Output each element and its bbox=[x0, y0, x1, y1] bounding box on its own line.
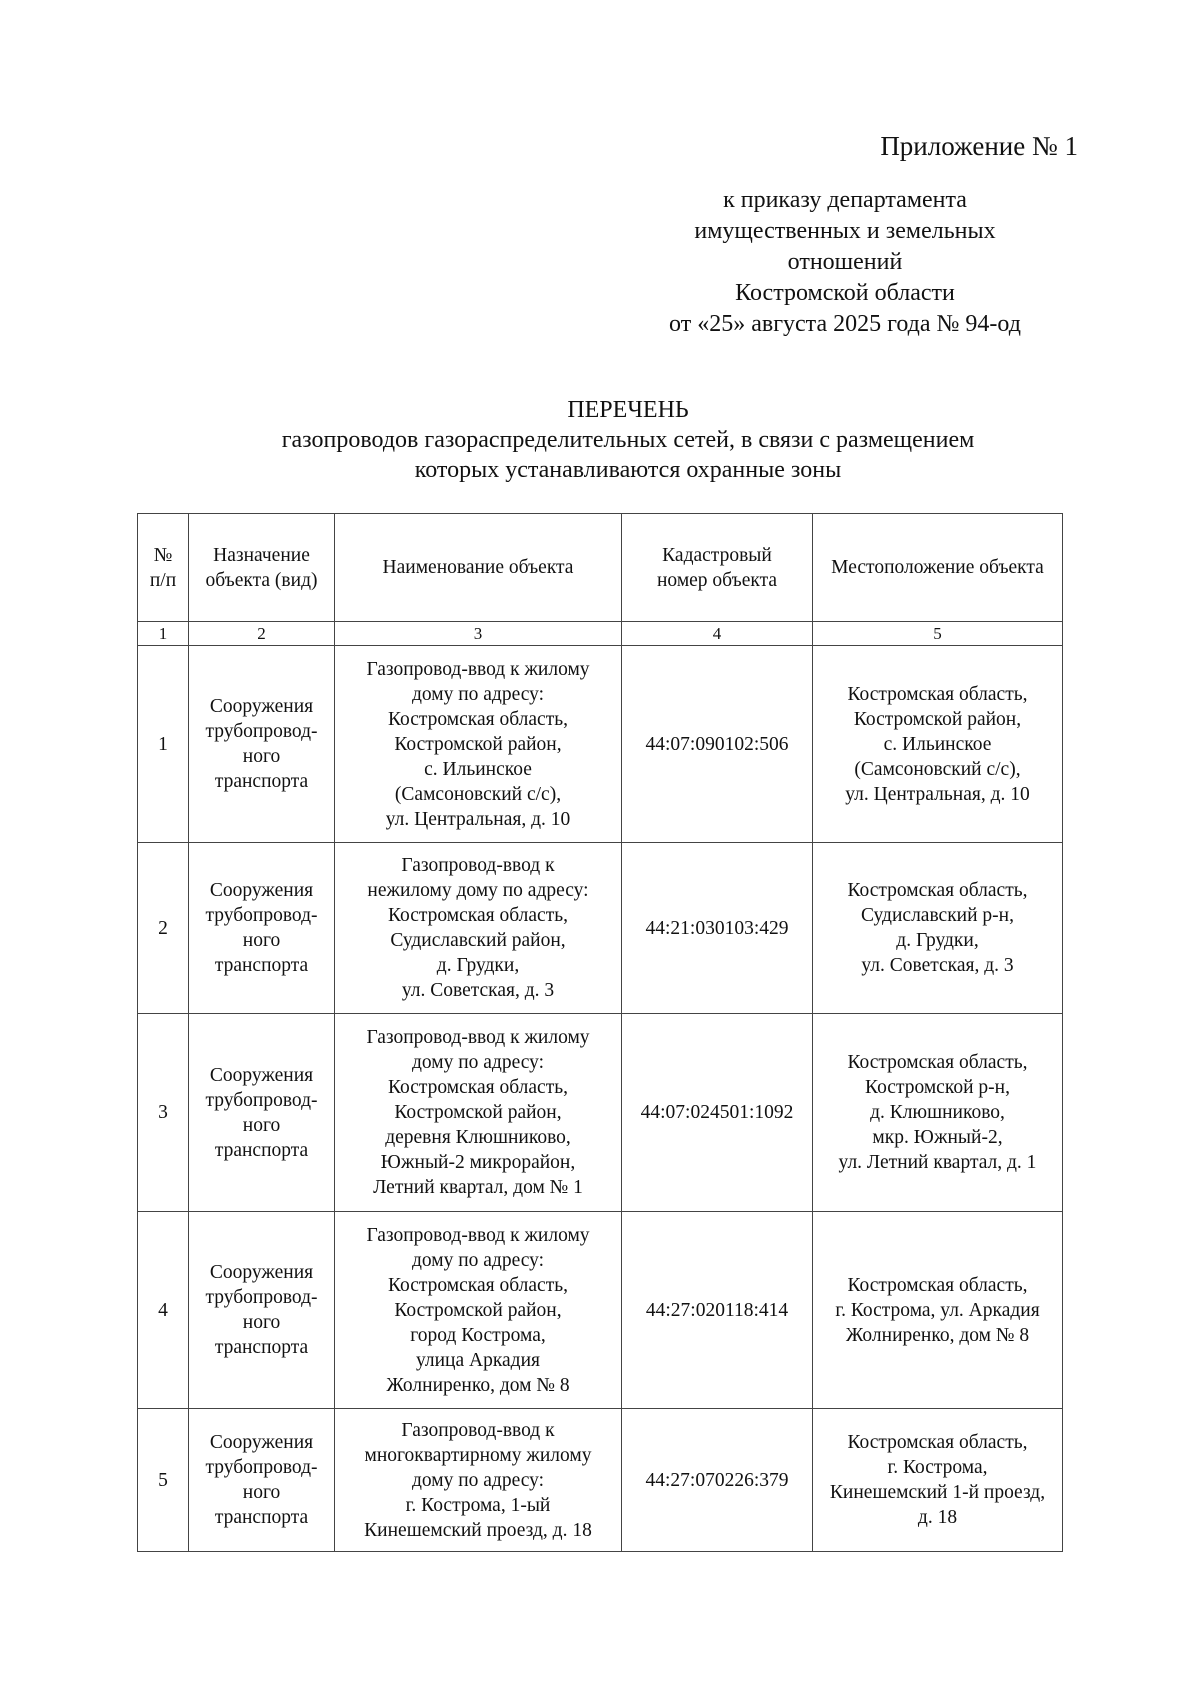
object-name-cell-line: ул. Советская, д. 3 bbox=[401, 980, 555, 1001]
document-title bbox=[128, 395, 1128, 485]
purpose-cell-line: трубопровод- bbox=[205, 905, 318, 926]
purpose-cell-line: ного bbox=[242, 1482, 281, 1503]
object-name-cell-line: Газопровод-ввод к bbox=[401, 855, 555, 876]
location-cell-line: Костромской р-н, bbox=[865, 1077, 1010, 1098]
object-name-cell-line: Газопровод-ввод к жилому bbox=[366, 1224, 590, 1246]
header-cell-line: Наименование объекта bbox=[382, 557, 574, 578]
header-cell bbox=[622, 514, 813, 622]
object-name-cell-line: Костромской район, bbox=[394, 733, 562, 755]
order-reference-line: от «25» августа 2025 года № 94-од bbox=[669, 311, 1021, 337]
order-reference-line: Костромской области bbox=[735, 280, 955, 306]
location-cell-line: г. Кострома, bbox=[887, 1457, 988, 1478]
location-cell-line: ул. Летний квартал, д. 1 bbox=[838, 1152, 1037, 1173]
location-cell-line: Костромская область, bbox=[847, 683, 1028, 705]
object-name-cell-line: нежилому дому по адресу: bbox=[367, 880, 589, 901]
purpose-cell-line: трубопровод- bbox=[205, 1287, 318, 1308]
object-name-cell-line: Газопровод-ввод к жилому bbox=[366, 1027, 590, 1048]
object-name-cell-line: Костромской район, bbox=[394, 1102, 562, 1123]
object-name-cell-line: многоквартирному жилому bbox=[364, 1444, 592, 1466]
object-name-cell-line: д. Грудки, bbox=[436, 955, 520, 976]
table-row bbox=[138, 646, 1063, 843]
location-cell bbox=[813, 1014, 1063, 1212]
object-name-cell-line: Костромская область, bbox=[387, 708, 568, 730]
table-row bbox=[138, 1014, 1063, 1212]
order-reference bbox=[595, 185, 1095, 340]
header-cell-line: Местоположение объекта bbox=[831, 557, 1044, 578]
object-name-cell-line: Южный-2 микрорайон, bbox=[380, 1152, 576, 1173]
cadastral-number-cell: 44:07:024501:1092 bbox=[622, 1014, 813, 1212]
location-cell-line: с. Ильинское bbox=[883, 733, 992, 755]
purpose-cell bbox=[189, 843, 335, 1014]
purpose-cell-line: Сооружения bbox=[209, 1262, 314, 1283]
location-cell-line: д. Клюшниково, bbox=[870, 1102, 1005, 1123]
cadastral-number-cell: 44:27:070226:379 bbox=[622, 1409, 813, 1552]
header-cell-line: объекта (вид) bbox=[205, 569, 318, 591]
location-cell bbox=[813, 646, 1063, 843]
purpose-cell-line: транспорта bbox=[214, 955, 309, 976]
objects-table-body bbox=[138, 514, 1063, 1552]
purpose-cell-line: Сооружения bbox=[209, 696, 314, 717]
cadastral-number-cell: 44:27:020118:414 bbox=[622, 1212, 813, 1409]
location-cell-line: д. Грудки, bbox=[896, 930, 979, 951]
order-reference-line: к приказу департамента bbox=[723, 187, 967, 213]
table-header-row bbox=[138, 514, 1063, 622]
object-name-cell bbox=[335, 843, 622, 1014]
location-cell-line: Костромская область, bbox=[847, 880, 1028, 901]
location-cell-line: Костромская область, bbox=[847, 1052, 1028, 1073]
header-cell bbox=[335, 514, 622, 622]
header-cell-line: Назначение bbox=[213, 544, 310, 566]
header-cell bbox=[813, 514, 1063, 622]
header-cell-line: номер объекта bbox=[657, 569, 777, 591]
header-cell bbox=[189, 514, 335, 622]
cadastral-number-cell: 44:07:090102:506 bbox=[622, 646, 813, 843]
object-name-cell-line: улица Аркадия bbox=[415, 1349, 541, 1371]
header-cell-line: п/п bbox=[149, 569, 177, 591]
row-number-cell: 1 bbox=[138, 646, 189, 843]
object-name-cell bbox=[335, 1212, 622, 1409]
object-name-cell-line: г. Кострома, 1-ый bbox=[405, 1494, 551, 1516]
column-number-cell: 1 bbox=[138, 622, 189, 646]
order-reference-line: отношений bbox=[787, 249, 903, 275]
object-name-cell-line: (Самсоновский с/с), bbox=[394, 783, 562, 805]
object-name-cell-line: ул. Центральная, д. 10 bbox=[385, 808, 571, 830]
column-number-cell: 5 bbox=[813, 622, 1063, 646]
purpose-cell-line: транспорта bbox=[214, 1507, 309, 1528]
object-name-cell-line: Летний квартал, дом № 1 bbox=[373, 1177, 583, 1198]
purpose-cell bbox=[189, 1409, 335, 1552]
object-name-cell-line: Костромская область, bbox=[387, 1274, 568, 1296]
location-cell-line: д. 18 bbox=[917, 1507, 958, 1528]
location-cell-line: мкр. Южный-2, bbox=[872, 1127, 1003, 1148]
column-number-row bbox=[138, 622, 1063, 646]
purpose-cell-line: Сооружения bbox=[209, 1432, 314, 1453]
purpose-cell-line: Сооружения bbox=[209, 1064, 314, 1086]
table-row bbox=[138, 843, 1063, 1014]
title-line: газопроводов газораспределительных сетей, в связи с размещением bbox=[281, 427, 975, 453]
object-name-cell-line: Газопровод-ввод к жилому bbox=[366, 658, 590, 680]
purpose-cell-line: транспорта bbox=[214, 1139, 309, 1161]
header-cell-line: Кадастровый bbox=[662, 544, 772, 566]
object-name-cell-line: с. Ильинское bbox=[424, 758, 532, 780]
table-row bbox=[138, 1212, 1063, 1409]
column-number-cell: 4 bbox=[622, 622, 813, 646]
object-name-cell-line: Газопровод-ввод к bbox=[401, 1419, 555, 1441]
order-reference-line: имущественных и земельных bbox=[694, 218, 996, 244]
row-number-cell: 5 bbox=[138, 1409, 189, 1552]
location-cell-line: Костромская область, bbox=[847, 1432, 1028, 1453]
location-cell-line: Жолниренко, дом № 8 bbox=[845, 1324, 1030, 1346]
location-cell-line: (Самсоновский с/с), bbox=[854, 758, 1021, 780]
object-name-cell bbox=[335, 1409, 622, 1552]
purpose-cell bbox=[189, 1014, 335, 1212]
object-name-cell-line: дому по адресу: bbox=[411, 1249, 545, 1271]
purpose-cell bbox=[189, 646, 335, 843]
row-number-cell: 3 bbox=[138, 1014, 189, 1212]
purpose-cell-line: ного bbox=[242, 930, 281, 951]
purpose-cell-line: ного bbox=[242, 746, 281, 767]
column-number-cell: 3 bbox=[335, 622, 622, 646]
location-cell-line: Костромская область, bbox=[847, 1274, 1028, 1296]
purpose-cell-line: Сооружения bbox=[209, 880, 314, 901]
purpose-cell-line: ного bbox=[242, 1114, 281, 1136]
object-name-cell-line: Жолниренко, дом № 8 bbox=[386, 1374, 570, 1396]
purpose-cell-line: трубопровод- bbox=[205, 721, 318, 742]
location-cell-line: ул. Центральная, д. 10 bbox=[845, 783, 1030, 805]
header-cell-line: № bbox=[153, 544, 173, 566]
title-heading: ПЕРЕЧЕНЬ bbox=[567, 397, 689, 423]
purpose-cell-line: трубопровод- bbox=[205, 1089, 318, 1111]
object-name-cell bbox=[335, 646, 622, 843]
purpose-cell-line: трубопровод- bbox=[205, 1457, 318, 1478]
header-cell bbox=[138, 514, 189, 622]
row-number-cell: 2 bbox=[138, 843, 189, 1014]
objects-table bbox=[137, 513, 1063, 1552]
purpose-cell-line: транспорта bbox=[214, 1337, 309, 1358]
location-cell-line: Костромской район, bbox=[853, 708, 1022, 730]
location-cell bbox=[813, 843, 1063, 1014]
cadastral-number-cell: 44:21:030103:429 bbox=[622, 843, 813, 1014]
row-number-cell: 4 bbox=[138, 1212, 189, 1409]
purpose-cell bbox=[189, 1212, 335, 1409]
object-name-cell-line: дому по адресу: bbox=[411, 1052, 545, 1073]
location-cell bbox=[813, 1212, 1063, 1409]
table-row bbox=[138, 1409, 1063, 1552]
location-cell bbox=[813, 1409, 1063, 1552]
purpose-cell-line: ного bbox=[242, 1312, 281, 1333]
appendix-label: Приложение № 1 bbox=[880, 131, 1078, 161]
object-name-cell-line: дому по адресу: bbox=[411, 683, 545, 705]
object-name-cell-line: город Кострома, bbox=[410, 1324, 546, 1346]
location-cell-line: Кинешемский 1-й проезд, bbox=[829, 1482, 1046, 1503]
column-number-cell: 2 bbox=[189, 622, 335, 646]
object-name-cell-line: Судиславский район, bbox=[390, 930, 566, 951]
object-name-cell-line: дому по адресу: bbox=[411, 1469, 545, 1491]
location-cell-line: ул. Советская, д. 3 bbox=[861, 955, 1014, 976]
location-cell-line: Судиславский р-н, bbox=[861, 905, 1014, 926]
title-line: которых устанавливаются охранные зоны bbox=[414, 457, 842, 483]
object-name-cell-line: Костромской район, bbox=[394, 1299, 562, 1321]
object-name-cell-line: Кинешемский проезд, д. 18 bbox=[364, 1519, 592, 1541]
object-name-cell bbox=[335, 1014, 622, 1212]
object-name-cell-line: Костромская область, bbox=[387, 1077, 568, 1098]
object-name-cell-line: деревня Клюшниково, bbox=[385, 1127, 571, 1148]
location-cell-line: г. Кострома, ул. Аркадия bbox=[835, 1299, 1040, 1321]
purpose-cell-line: транспорта bbox=[214, 771, 309, 792]
object-name-cell-line: Костромская область, bbox=[387, 905, 568, 926]
